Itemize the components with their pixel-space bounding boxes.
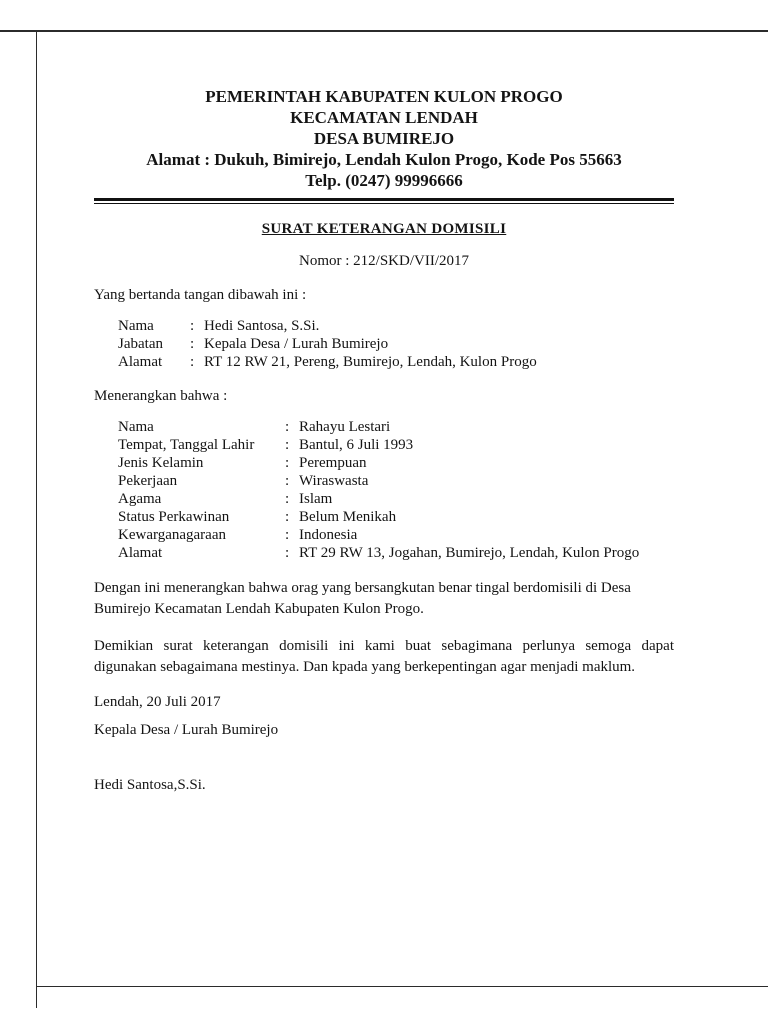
letterhead-phone: Telp. (0247) 99996666 bbox=[305, 171, 463, 190]
field-label: Agama bbox=[118, 491, 162, 507]
field-value: Wiraswasta bbox=[299, 473, 369, 489]
field-label: Jenis Kelamin bbox=[118, 455, 204, 471]
paragraph-closing: Demikian surat keterangan domisili ini kami buat sebagimana perlunya semoga dapat digunakan sebagaimana mestinya. Dan kpada yang berkepentingan agar menjadi maklum. bbox=[94, 638, 674, 675]
letterhead-divider bbox=[94, 198, 674, 204]
intro-line: Yang bertanda tangan dibawah ini : bbox=[94, 287, 307, 303]
field-value: RT 29 RW 13, Jogahan, Bumirejo, Lendah, Kulon Progo bbox=[299, 545, 640, 561]
field-label: Nama bbox=[118, 419, 154, 435]
letterhead bbox=[64, 86, 704, 191]
letterhead-government: PEMERINTAH KABUPATEN KULON PROGO bbox=[205, 87, 563, 106]
field-separator: : bbox=[190, 336, 195, 352]
closing-place-date: Lendah, 20 Juli 2017 bbox=[94, 694, 221, 710]
field-value: Hedi Santosa, S.Si. bbox=[204, 318, 320, 334]
field-label: Status Perkawinan bbox=[118, 509, 230, 525]
field-row bbox=[118, 490, 674, 508]
field-label: Tempat, Tanggal Lahir bbox=[118, 437, 255, 453]
letterhead-village: DESA BUMIREJO bbox=[313, 129, 455, 148]
field-row bbox=[118, 436, 674, 454]
field-label: Kewarganagaraan bbox=[118, 527, 226, 543]
field-value: Bantul, 6 Juli 1993 bbox=[299, 437, 414, 453]
page-edge-bottom-line bbox=[36, 986, 768, 987]
field-label: Pekerjaan bbox=[118, 473, 178, 489]
field-value: Perempuan bbox=[299, 455, 367, 471]
closing-signer-name: Hedi Santosa,S.Si. bbox=[94, 777, 206, 793]
letterhead-district: KECAMATAN LENDAH bbox=[290, 108, 478, 127]
field-separator: : bbox=[285, 527, 290, 543]
field-separator: : bbox=[285, 509, 290, 525]
field-label: Jabatan bbox=[118, 336, 163, 352]
field-row bbox=[118, 472, 674, 490]
field-row bbox=[118, 508, 674, 526]
field-row bbox=[118, 335, 674, 353]
field-value: Belum Menikah bbox=[299, 509, 397, 525]
field-value: RT 12 RW 21, Pereng, Bumirejo, Lendah, Kulon Progo bbox=[204, 354, 537, 370]
field-separator: : bbox=[285, 419, 290, 435]
field-separator: : bbox=[285, 455, 290, 471]
subject-fields bbox=[118, 418, 674, 562]
field-row bbox=[118, 353, 674, 371]
field-separator: : bbox=[190, 354, 195, 370]
letter-title: SURAT KETERANGAN DOMISILI bbox=[261, 221, 507, 237]
field-value: Rahayu Lestari bbox=[299, 419, 391, 435]
signer-fields bbox=[118, 317, 674, 371]
field-row bbox=[118, 544, 674, 562]
field-separator: : bbox=[285, 491, 290, 507]
field-row bbox=[118, 454, 674, 472]
field-label: Alamat bbox=[118, 354, 163, 370]
field-separator: : bbox=[190, 318, 195, 334]
field-row bbox=[118, 418, 674, 436]
closing-signer-title: Kepala Desa / Lurah Bumirejo bbox=[94, 722, 279, 738]
letter-number: Nomor : 212/SKD/VII/2017 bbox=[299, 253, 469, 269]
field-row bbox=[118, 526, 674, 544]
page-edge-top-line bbox=[0, 30, 768, 32]
field-separator: : bbox=[285, 545, 290, 561]
field-row bbox=[118, 317, 674, 335]
letter-body bbox=[94, 286, 674, 795]
field-separator: : bbox=[285, 473, 290, 489]
paragraph-domicile: Dengan ini menerangkan bahwa orag yang bersangkutan benar tingal berdomisili di Desa Bumirejo Kecamatan Lendah Kabupaten Kulon Progo. bbox=[94, 580, 631, 617]
letterhead-address: Alamat : Dukuh, Bimirejo, Lendah Kulon Progo, Kode Pos 55663 bbox=[146, 150, 622, 169]
field-label: Nama bbox=[118, 318, 154, 334]
field-value: Kepala Desa / Lurah Bumirejo bbox=[204, 336, 389, 352]
field-value: Islam bbox=[299, 491, 333, 507]
field-label: Alamat bbox=[118, 545, 163, 561]
statement-line: Menerangkan bahwa : bbox=[94, 388, 228, 404]
field-value: Indonesia bbox=[299, 527, 358, 543]
field-separator: : bbox=[285, 437, 290, 453]
page-edge-left-line bbox=[36, 30, 37, 1008]
